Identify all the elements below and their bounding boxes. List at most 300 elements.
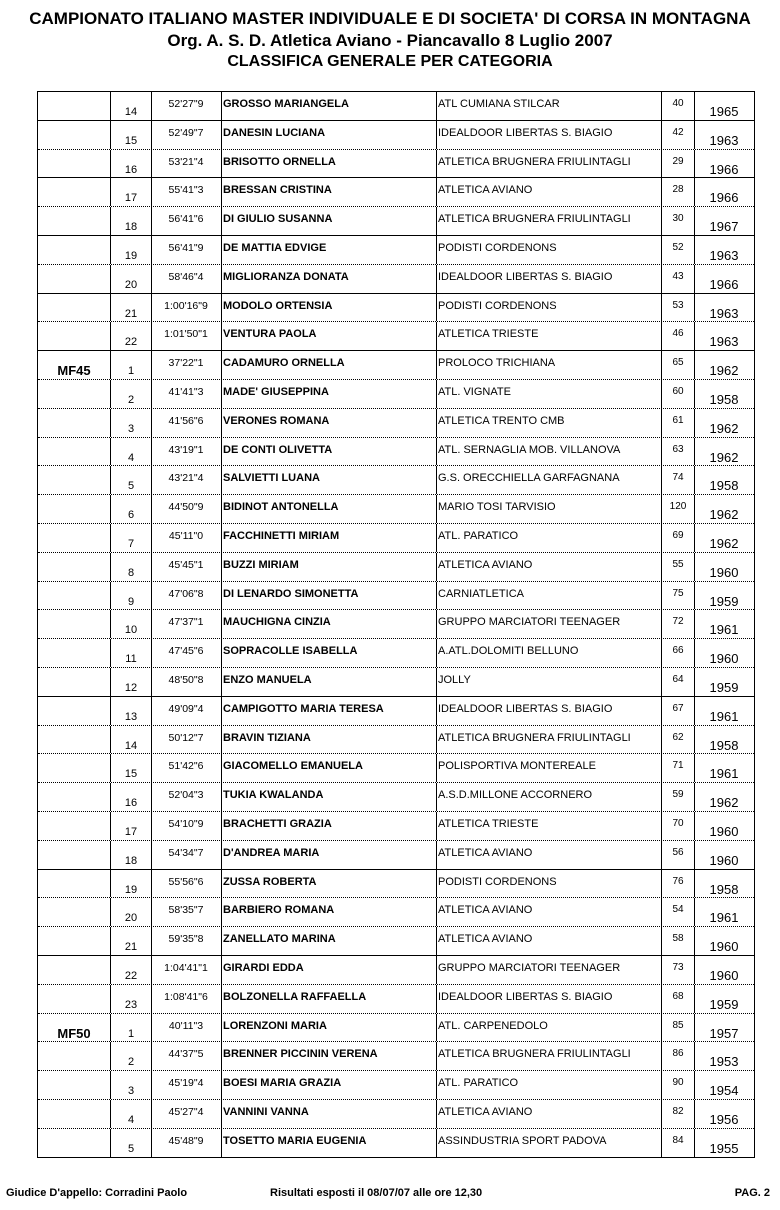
position-cell: 21 — [124, 307, 138, 320]
athlete-name-cell: MODOLO ORTENSIA — [223, 299, 333, 312]
time-cell: 44'50"9 — [168, 501, 204, 514]
club-cell: PROLOCO TRICHIANA — [438, 357, 556, 370]
birth-year-cell: 1962 — [709, 507, 739, 523]
column-divider — [436, 726, 437, 754]
birth-year-cell: 1960 — [709, 564, 739, 580]
table-row — [38, 92, 754, 121]
footer-page-number: PAG. 2 — [734, 1187, 770, 1199]
column-divider — [221, 870, 222, 898]
time-cell: 50'12"7 — [168, 731, 204, 744]
column-divider — [436, 668, 437, 696]
column-divider — [436, 294, 437, 322]
table-row — [38, 610, 754, 639]
column-divider — [221, 178, 222, 206]
bib-number-cell: 46 — [672, 328, 684, 340]
club-cell: IDEALDOOR LIBERTAS S. BIAGIO — [438, 126, 613, 139]
birth-year-cell: 1962 — [709, 363, 739, 379]
column-divider — [221, 207, 222, 235]
column-divider — [436, 985, 437, 1013]
bib-number-cell: 60 — [672, 385, 684, 397]
bib-number-cell: 64 — [672, 673, 684, 685]
column-divider — [221, 956, 222, 984]
birth-year-cell: 1956 — [709, 1111, 739, 1127]
column-divider — [436, 783, 437, 811]
time-cell: 43'21"4 — [168, 472, 204, 485]
athlete-name-cell: GIACOMELLO EMANUELA — [223, 760, 363, 773]
section-title: CLASSIFICA GENERALE PER CATEGORIA — [227, 53, 553, 70]
bib-number-cell: 76 — [672, 875, 684, 887]
table-row — [38, 985, 754, 1014]
column-divider — [436, 236, 437, 264]
column-divider — [436, 409, 437, 437]
column-divider — [436, 380, 437, 408]
time-cell: 41'41"3 — [168, 385, 204, 398]
column-divider — [436, 466, 437, 494]
athlete-name-cell: DE MATTIA EDVIGE — [223, 241, 327, 254]
birth-year-cell: 1966 — [709, 276, 739, 292]
club-cell: ATL. SERNAGLIA MOB. VILLANOVA — [438, 443, 621, 456]
birth-year-cell: 1960 — [709, 939, 739, 955]
club-cell: ATL. CARPENEDOLO — [438, 1019, 548, 1032]
column-divider — [221, 553, 222, 581]
column-divider — [221, 466, 222, 494]
athlete-name-cell: ZUSSA ROBERTA — [223, 875, 317, 888]
birth-year-cell: 1961 — [709, 766, 739, 782]
column-divider — [221, 121, 222, 149]
column-divider — [221, 927, 222, 955]
column-divider — [221, 754, 222, 782]
birth-year-cell: 1961 — [709, 622, 739, 638]
bib-number-cell: 42 — [672, 126, 684, 138]
athlete-name-cell: BOLZONELLA RAFFAELLA — [223, 990, 367, 1003]
athlete-name-cell: MIGLIORANZA DONATA — [223, 270, 349, 283]
column-divider — [221, 1042, 222, 1070]
club-cell: A.S.D.MILLONE ACCORNERO — [438, 789, 593, 802]
column-divider — [221, 582, 222, 610]
athlete-name-cell: TUKIA KWALANDA — [223, 789, 324, 802]
club-cell: CARNIATLETICA — [438, 587, 524, 600]
column-divider — [436, 697, 437, 725]
column-divider — [221, 610, 222, 638]
category-cell: MF45 — [57, 363, 91, 379]
time-cell: 58'35"7 — [168, 904, 204, 917]
column-divider — [221, 150, 222, 178]
time-cell: 1:04'41"1 — [164, 961, 208, 974]
club-cell: ATL. VIGNATE — [438, 385, 511, 398]
birth-year-cell: 1958 — [709, 881, 739, 897]
club-cell: ATLETICA AVIANO — [438, 184, 533, 197]
athlete-name-cell: CAMPIGOTTO MARIA TERESA — [223, 702, 384, 715]
time-cell: 59'35"8 — [168, 933, 204, 946]
column-divider — [221, 409, 222, 437]
club-cell: ATLETICA TRENTO CMB — [438, 414, 565, 427]
birth-year-cell: 1960 — [709, 823, 739, 839]
table-row — [38, 236, 754, 265]
column-divider — [436, 870, 437, 898]
athlete-name-cell: VENTURA PAOLA — [223, 328, 317, 341]
time-cell: 1:08'41"6 — [164, 990, 208, 1003]
time-cell: 54'34"7 — [168, 846, 204, 859]
column-divider — [436, 322, 437, 350]
bib-number-cell: 28 — [672, 184, 684, 196]
club-cell: ATL. PARATICO — [438, 529, 519, 542]
time-cell: 54'10"9 — [168, 817, 204, 830]
page-header — [0, 8, 780, 72]
table-row — [38, 150, 754, 179]
table-row — [38, 582, 754, 611]
bib-number-cell: 84 — [672, 1134, 684, 1146]
time-cell: 53'21"4 — [168, 155, 204, 168]
club-cell: ATL. PARATICO — [438, 1077, 519, 1090]
birth-year-cell: 1955 — [709, 1140, 739, 1156]
position-cell: 12 — [124, 681, 138, 694]
table-row — [38, 178, 754, 207]
bib-number-cell: 120 — [669, 501, 687, 513]
position-cell: 22 — [124, 969, 138, 982]
birth-year-cell: 1966 — [709, 161, 739, 177]
position-cell: 4 — [127, 1113, 135, 1126]
table-row — [38, 927, 754, 956]
club-cell: ATLETICA TRIESTE — [438, 817, 539, 830]
column-divider — [221, 1014, 222, 1042]
results-table — [37, 91, 755, 1158]
time-cell: 47'06"8 — [168, 587, 204, 600]
table-row — [38, 898, 754, 927]
club-cell: ATLETICA BRUGNERA FRIULINTAGLI — [438, 731, 631, 744]
column-divider — [436, 1014, 437, 1042]
bib-number-cell: 75 — [672, 587, 684, 599]
column-divider — [436, 1129, 437, 1158]
club-cell: PODISTI CORDENONS — [438, 241, 557, 254]
table-row — [38, 812, 754, 841]
table-row — [38, 1100, 754, 1129]
table-row — [38, 956, 754, 985]
time-cell: 40'11"3 — [168, 1019, 204, 1032]
time-cell: 55'41"3 — [168, 184, 204, 197]
club-cell: ATL CUMIANA STILCAR — [438, 98, 560, 110]
birth-year-cell: 1961 — [709, 708, 739, 724]
birth-year-cell: 1959 — [709, 593, 739, 609]
table-row — [38, 380, 754, 409]
birth-year-cell: 1963 — [709, 305, 739, 321]
athlete-name-cell: BRESSAN CRISTINA — [223, 184, 332, 197]
bib-number-cell: 68 — [672, 990, 684, 1002]
athlete-name-cell: GROSSO MARIANGELA — [223, 98, 349, 110]
column-divider — [436, 754, 437, 782]
club-cell: ATLETICA BRUGNERA FRIULINTAGLI — [438, 1048, 631, 1061]
column-divider — [436, 610, 437, 638]
column-divider — [436, 1071, 437, 1099]
club-cell: ATLETICA AVIANO — [438, 1105, 533, 1118]
bib-number-cell: 53 — [672, 299, 684, 311]
birth-year-cell: 1965 — [709, 104, 739, 119]
bib-number-cell: 63 — [672, 443, 684, 455]
athlete-name-cell: ZANELLATO MARINA — [223, 933, 336, 946]
column-divider — [436, 495, 437, 523]
position-cell: 15 — [124, 134, 138, 147]
column-divider — [221, 697, 222, 725]
birth-year-cell: 1963 — [709, 247, 739, 263]
position-cell: 14 — [124, 106, 138, 118]
birth-year-cell: 1960 — [709, 651, 739, 667]
column-divider — [436, 265, 437, 293]
time-cell: 37'22"1 — [168, 357, 204, 370]
athlete-name-cell: BRISOTTO ORNELLA — [223, 155, 336, 168]
time-cell: 47'37"1 — [168, 616, 204, 629]
position-cell: 1 — [127, 1027, 135, 1040]
birth-year-cell: 1962 — [709, 535, 739, 551]
athlete-name-cell: DE CONTI OLIVETTA — [223, 443, 333, 456]
table-row — [38, 639, 754, 668]
bib-number-cell: 52 — [672, 241, 684, 253]
bib-number-cell: 72 — [672, 616, 684, 628]
table-row — [38, 726, 754, 755]
position-cell: 11 — [125, 653, 137, 666]
time-cell: 44'37"5 — [168, 1048, 204, 1061]
bib-number-cell: 29 — [672, 155, 684, 167]
bib-number-cell: 85 — [672, 1019, 684, 1031]
club-cell: GRUPPO MARCIATORI TEENAGER — [438, 961, 621, 974]
birth-year-cell: 1963 — [709, 132, 739, 148]
column-divider — [436, 524, 437, 552]
footer-results-posted: Risultati esposti il 08/07/07 alle ore 12,30 — [270, 1187, 483, 1199]
bib-number-cell: 74 — [672, 472, 684, 484]
position-cell: 23 — [124, 998, 138, 1011]
time-cell: 49'09"4 — [168, 702, 204, 715]
table-row — [38, 495, 754, 524]
table-row — [38, 466, 754, 495]
athlete-name-cell: D'ANDREA MARIA — [223, 846, 320, 859]
column-divider — [436, 812, 437, 840]
athlete-name-cell: DANESIN LUCIANA — [223, 126, 326, 139]
column-divider — [221, 1100, 222, 1128]
column-divider — [436, 178, 437, 206]
column-divider — [221, 726, 222, 754]
column-divider — [221, 812, 222, 840]
birth-year-cell: 1958 — [709, 478, 739, 494]
position-cell: 15 — [124, 768, 138, 781]
athlete-name-cell: DI LENARDO SIMONETTA — [223, 587, 359, 600]
bib-number-cell: 54 — [672, 904, 684, 916]
time-cell: 1:01'50"1 — [164, 328, 208, 341]
column-divider — [436, 582, 437, 610]
column-divider — [221, 294, 222, 322]
column-divider — [221, 438, 222, 466]
column-divider — [436, 121, 437, 149]
time-cell: 45'27"4 — [168, 1105, 204, 1118]
bib-number-cell: 69 — [672, 529, 684, 541]
position-cell: 20 — [124, 278, 138, 291]
position-cell: 18 — [124, 221, 138, 234]
table-row — [38, 524, 754, 553]
column-divider — [436, 639, 437, 667]
athlete-name-cell: TOSETTO MARIA EUGENIA — [223, 1134, 367, 1147]
table-row — [38, 207, 754, 236]
athlete-name-cell: LORENZONI MARIA — [223, 1019, 327, 1032]
column-divider — [221, 351, 222, 379]
birth-year-cell: 1959 — [709, 996, 739, 1012]
column-divider — [436, 207, 437, 235]
club-cell: ATLETICA AVIANO — [438, 904, 533, 917]
club-cell: ASSINDUSTRIA SPORT PADOVA — [438, 1134, 607, 1147]
bib-number-cell: 30 — [672, 213, 684, 225]
position-cell: 20 — [124, 912, 138, 925]
position-cell: 8 — [127, 566, 135, 579]
table-row — [38, 754, 754, 783]
bib-number-cell: 59 — [672, 789, 684, 801]
table-row — [38, 668, 754, 697]
position-cell: 22 — [124, 336, 138, 349]
column-divider — [221, 668, 222, 696]
position-cell: 18 — [124, 854, 138, 867]
column-divider — [221, 92, 222, 120]
birth-year-cell: 1958 — [709, 737, 739, 753]
column-divider — [436, 927, 437, 955]
position-cell: 19 — [124, 249, 138, 262]
time-cell: 52'49"7 — [168, 126, 204, 139]
time-cell: 51'42"6 — [168, 760, 204, 773]
table-row — [38, 351, 754, 380]
column-divider — [436, 841, 437, 869]
column-divider — [221, 639, 222, 667]
position-cell: 3 — [127, 422, 135, 435]
athlete-name-cell: SALVIETTI LUANA — [223, 472, 320, 485]
athlete-name-cell: GIRARDI EDDA — [223, 961, 304, 974]
athlete-name-cell: VERONES ROMANA — [223, 414, 330, 427]
position-cell: 17 — [124, 192, 138, 205]
time-cell: 48'50"8 — [168, 673, 204, 686]
club-cell: ATLETICA AVIANO — [438, 558, 533, 571]
birth-year-cell: 1960 — [709, 967, 739, 983]
column-divider — [221, 1071, 222, 1099]
column-divider — [436, 553, 437, 581]
column-divider — [436, 956, 437, 984]
position-cell: 1 — [127, 365, 135, 378]
time-cell: 43'19"1 — [168, 443, 204, 456]
club-cell: G.S. ORECCHIELLA GARFAGNANA — [438, 472, 620, 485]
birth-year-cell: 1959 — [709, 679, 739, 695]
time-cell: 47'45"6 — [168, 645, 204, 658]
position-cell: 16 — [124, 797, 138, 810]
bib-number-cell: 71 — [672, 760, 684, 772]
document-title: CAMPIONATO ITALIANO MASTER INDIVIDUALE E DI SOCIETA' DI CORSA IN MONTAGNA — [29, 9, 751, 28]
birth-year-cell: 1962 — [709, 420, 739, 436]
bib-number-cell: 82 — [672, 1105, 684, 1117]
athlete-name-cell: CADAMURO ORNELLA — [223, 357, 345, 370]
birth-year-cell: 1962 — [709, 795, 739, 811]
table-row — [38, 783, 754, 812]
time-cell: 58'46"4 — [168, 270, 204, 283]
athlete-name-cell: FACCHINETTI MIRIAM — [223, 529, 340, 542]
position-cell: 3 — [127, 1085, 135, 1098]
column-divider — [221, 898, 222, 926]
column-divider — [221, 783, 222, 811]
birth-year-cell: 1960 — [709, 852, 739, 868]
position-cell: 4 — [127, 451, 135, 464]
club-cell: IDEALDOOR LIBERTAS S. BIAGIO — [438, 702, 613, 715]
position-cell: 6 — [127, 509, 135, 522]
bib-number-cell: 40 — [672, 98, 684, 109]
athlete-name-cell: BOESI MARIA GRAZIA — [223, 1077, 342, 1090]
position-cell: 16 — [124, 163, 138, 176]
table-row — [38, 294, 754, 323]
club-cell: ATLETICA BRUGNERA FRIULINTAGLI — [438, 213, 631, 226]
column-divider — [221, 236, 222, 264]
time-cell: 45'19"4 — [168, 1077, 204, 1090]
column-divider — [436, 898, 437, 926]
club-cell: ATLETICA BRUGNERA FRIULINTAGLI — [438, 155, 631, 168]
birth-year-cell: 1962 — [709, 449, 739, 465]
time-cell: 52'27"9 — [168, 98, 204, 110]
athlete-name-cell: MAUCHIGNA CINZIA — [223, 616, 331, 629]
birth-year-cell: 1967 — [709, 219, 739, 235]
column-divider — [436, 92, 437, 120]
table-row — [38, 697, 754, 726]
column-divider — [221, 495, 222, 523]
position-cell: 2 — [127, 1056, 135, 1069]
column-divider — [221, 322, 222, 350]
bib-number-cell: 55 — [672, 558, 684, 570]
bib-number-cell: 90 — [672, 1077, 684, 1089]
athlete-name-cell: MADE' GIUSEPPINA — [223, 385, 329, 398]
club-cell: GRUPPO MARCIATORI TEENAGER — [438, 616, 621, 629]
athlete-name-cell: BRAVIN TIZIANA — [223, 731, 311, 744]
athlete-name-cell: DI GIULIO SUSANNA — [223, 213, 333, 226]
athlete-name-cell: BARBIERO ROMANA — [223, 904, 335, 917]
table-row — [38, 322, 754, 351]
bib-number-cell: 67 — [672, 702, 684, 714]
athlete-name-cell: SOPRACOLLE ISABELLA — [223, 645, 358, 658]
athlete-name-cell: VANNINI VANNA — [223, 1105, 309, 1118]
table-row — [38, 553, 754, 582]
time-cell: 41'56"6 — [168, 414, 204, 427]
position-cell: 5 — [127, 1142, 135, 1155]
athlete-name-cell: BIDINOT ANTONELLA — [223, 501, 339, 514]
birth-year-cell: 1963 — [709, 334, 739, 350]
club-cell: ATLETICA AVIANO — [438, 933, 533, 946]
time-cell: 56'41"9 — [168, 241, 204, 254]
club-cell: ATLETICA AVIANO — [438, 846, 533, 859]
column-divider — [436, 150, 437, 178]
table-row — [38, 121, 754, 150]
table-row — [38, 1042, 754, 1071]
athlete-name-cell: BRACHETTI GRAZIA — [223, 817, 332, 830]
club-cell: A.ATL.DOLOMITI BELLUNO — [438, 645, 579, 658]
club-cell: PODISTI CORDENONS — [438, 875, 557, 888]
column-divider — [436, 438, 437, 466]
athlete-name-cell: ENZO MANUELA — [223, 673, 312, 686]
column-divider — [221, 1129, 222, 1158]
position-cell: 17 — [124, 825, 138, 838]
table-row — [38, 841, 754, 870]
column-divider — [221, 380, 222, 408]
position-cell: 19 — [124, 883, 138, 896]
athlete-name-cell: BUZZI MIRIAM — [223, 558, 299, 571]
bib-number-cell: 56 — [672, 846, 684, 858]
table-row — [38, 438, 754, 467]
club-cell: PODISTI CORDENONS — [438, 299, 557, 312]
position-cell: 5 — [127, 480, 135, 493]
club-cell: IDEALDOOR LIBERTAS S. BIAGIO — [438, 990, 613, 1003]
table-row — [38, 1014, 754, 1043]
birth-year-cell: 1957 — [709, 1025, 739, 1041]
bib-number-cell: 65 — [672, 357, 684, 369]
table-row — [38, 1129, 754, 1158]
club-cell: POLISPORTIVA MONTEREALE — [438, 760, 596, 773]
club-cell: JOLLY — [438, 673, 471, 686]
category-cell: MF50 — [57, 1025, 91, 1041]
bib-number-cell: 70 — [672, 817, 684, 829]
